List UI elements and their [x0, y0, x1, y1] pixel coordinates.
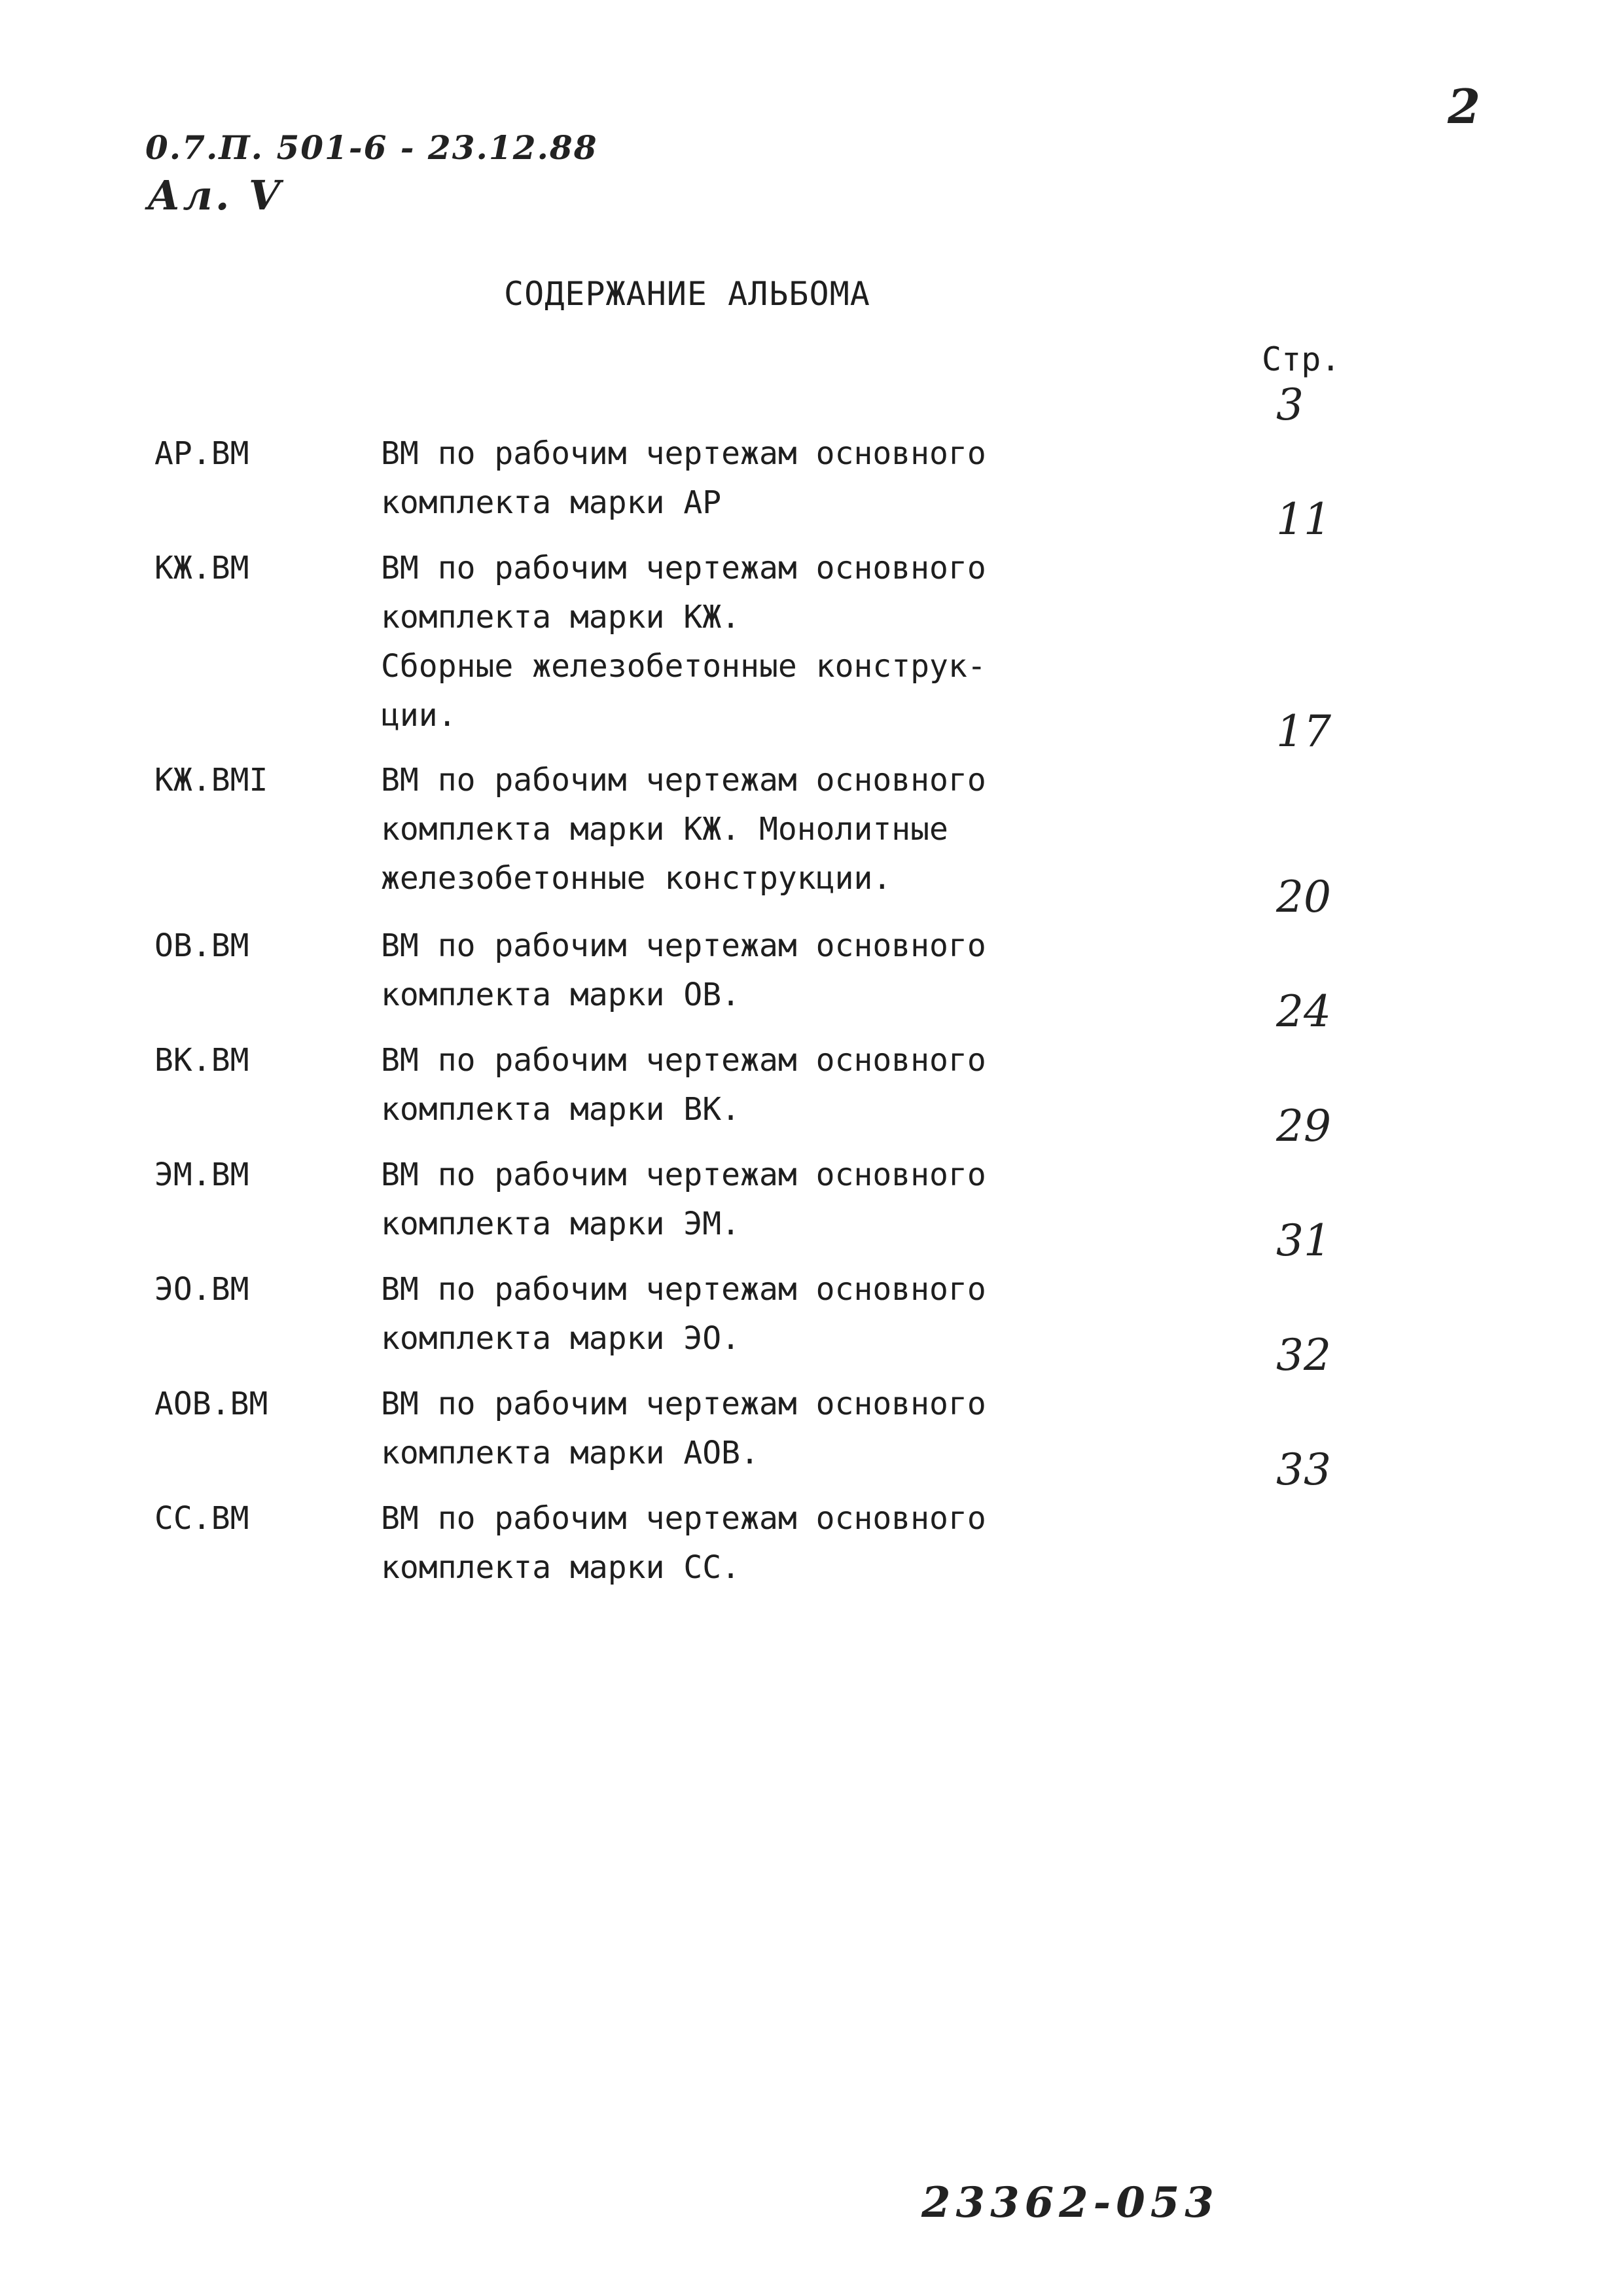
toc-description — [381, 1036, 986, 1134]
toc-description — [381, 922, 986, 1020]
toc-page-number: 3 — [1276, 380, 1304, 430]
toc-description-line: ВМ по рабочим чертежам основного — [381, 1157, 986, 1193]
page-number: 2 — [1448, 79, 1481, 134]
toc-page-number: 29 — [1276, 1101, 1331, 1151]
toc-description-line: комплекта марки ЭО. — [381, 1320, 741, 1357]
toc-code: ВК.ВМ — [154, 1042, 249, 1079]
toc-description-line: комплекта марки ОВ. — [381, 977, 741, 1013]
toc-code: АР.ВМ — [154, 435, 249, 472]
toc-description-line: Сборные железобетонные конструк- — [381, 648, 986, 685]
toc-code: СС.ВМ — [154, 1500, 249, 1537]
toc-code: АОВ.ВМ — [154, 1386, 268, 1422]
toc-description-line: ВМ по рабочим чертежам основного — [381, 1500, 986, 1537]
toc-description — [381, 1494, 986, 1592]
toc-page-number: 31 — [1276, 1215, 1331, 1266]
toc-description-line: железобетонные конструкции. — [381, 860, 892, 897]
toc-description-line: ВМ по рабочим чертежам основного — [381, 762, 986, 798]
toc-description-line: комплекта марки СС. — [381, 1549, 741, 1586]
toc-description — [381, 756, 986, 903]
toc-description-line: ВМ по рабочим чертежам основного — [381, 927, 986, 964]
toc-description-line: комплекта марки ЭМ. — [381, 1206, 741, 1242]
toc-code: ЭО.ВМ — [154, 1271, 249, 1308]
toc-page-number: 11 — [1276, 494, 1331, 545]
toc-description-line: комплекта марки КЖ. — [381, 599, 741, 636]
toc-description — [381, 1265, 986, 1363]
toc-description-line: ВМ по рабочим чертежам основного — [381, 1042, 986, 1079]
toc-code: КЖ.ВМ — [154, 550, 249, 586]
document-reference: 0.7.П. 501-6 - 23.12.88 — [145, 128, 598, 167]
toc-description — [381, 1380, 986, 1478]
toc-page-number: 33 — [1276, 1444, 1331, 1495]
toc-code: ЭМ.ВМ — [154, 1157, 249, 1193]
toc-description-line: комплекта марки АР — [381, 484, 722, 521]
toc-description — [381, 429, 986, 528]
toc-code: КЖ.ВМI — [154, 762, 268, 798]
toc-page-number: 20 — [1276, 872, 1331, 922]
toc-code: ОВ.ВМ — [154, 927, 249, 964]
toc-page-number: 17 — [1276, 706, 1331, 757]
toc-description-line: комплекта марки ВК. — [381, 1091, 741, 1128]
toc-page-number: 24 — [1276, 986, 1331, 1037]
toc-description-line: ВМ по рабочим чертежам основного — [381, 1386, 986, 1422]
toc-description — [381, 1151, 986, 1249]
page-column-header: Стр. — [1262, 340, 1341, 378]
page-title: СОДЕРЖАНИЕ АЛЬБОМА — [504, 275, 870, 313]
toc-page-number: 32 — [1276, 1330, 1331, 1380]
toc-description-line: ВМ по рабочим чертежам основного — [381, 1271, 986, 1308]
toc-description-line: ВМ по рабочим чертежам основного — [381, 550, 986, 586]
album-reference: Ал. V — [147, 171, 283, 219]
toc-description — [381, 544, 986, 740]
toc-description-line: комплекта марки АОВ. — [381, 1435, 759, 1471]
toc-description-line: комплекта марки КЖ. Монолитные — [381, 811, 948, 848]
toc-description-line: ции. — [381, 697, 457, 734]
toc-description-line: ВМ по рабочим чертежам основного — [381, 435, 986, 472]
inventory-number: 23362-053 — [921, 2178, 1219, 2227]
